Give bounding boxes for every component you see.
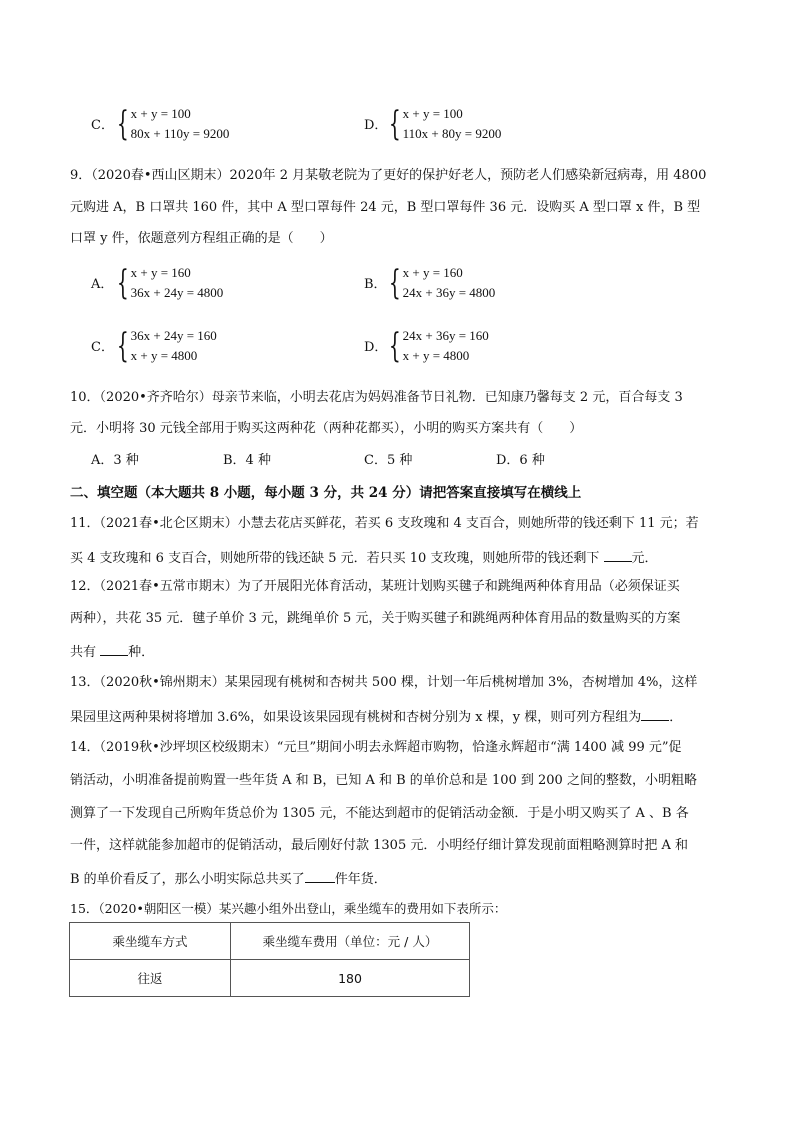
equation: 80x + 110y = 9200: [130, 126, 230, 141]
table-header-cell: 乘坐缆车费用（单位：元 / 人）: [231, 923, 470, 960]
table-row: [70, 960, 470, 997]
q10-text-line-1: 10．（2020•齐齐哈尔）母亲节来临，小明去花店为妈妈准备节日礼物．已知康乃馨每支 2 元，百合每支 3: [70, 390, 683, 405]
q8-option-d-system: [384, 104, 501, 144]
q11-text-line-1: 11．（2021春•北仑区期末）小慧去花店买鲜花，若买 6 支玫瑰和 4 支百合，则她所带的钱还剩下 11 元；若: [70, 516, 699, 531]
q14-text-line-4: 一件，这样就能参加超市的促销活动，最后刚好付款 1305 元．小明经仔细计算发现前面粗略测算时把 A 和: [70, 838, 689, 853]
q9-option-d-system: [384, 326, 489, 366]
q11-text-tail: 元．: [631, 551, 658, 566]
brace-icon: {: [116, 104, 129, 144]
equation: 24x + 36y = 160: [402, 328, 489, 343]
q10-option-d: D．6 种: [496, 453, 545, 468]
brace-icon: {: [116, 263, 129, 303]
answer-blank[interactable]: [100, 642, 128, 656]
table-header-cell: 乘坐缆车方式: [70, 923, 231, 960]
q10-option-a: A．3 种: [91, 453, 139, 468]
answer-blank[interactable]: [641, 707, 669, 721]
q9-option-a-label: A．: [91, 277, 114, 292]
q8-option-d-label: D．: [364, 118, 388, 133]
q14-text-line-1: 14．（2019秋•沙坪坝区校级期末）“元旦”期间小明去永辉超市购物，恰逢永辉超市“满 1400 减 99 元”促: [70, 740, 682, 755]
q9-option-c-system: [112, 326, 217, 366]
brace-icon: {: [388, 326, 401, 366]
q9-text-line-3: 口罩 y 件，依题意列方程组正确的是（ ）: [70, 231, 333, 246]
q9-option-c-label: C．: [91, 340, 114, 355]
q13-text-tail: ．: [669, 710, 683, 725]
q9-option-b-label: B．: [364, 277, 387, 292]
equation: x + y = 100: [402, 106, 463, 121]
q9-option-a-system: [112, 263, 223, 303]
table-header-row: [70, 923, 470, 960]
q10-text-line-2: 元．小明将 30 元钱全部用于购买这两种花（两种花都买），小明的购买方案共有（ ）: [70, 421, 583, 436]
table-cell: 180: [231, 960, 470, 997]
q11-text: 买 4 支玫瑰和 6 支百合，则她所带的钱还缺 5 元．若只买 10 支玫瑰，则她所带的钱还剩下: [70, 551, 604, 566]
equation: 110x + 80y = 9200: [402, 126, 502, 141]
q14-text: B 的单价看反了，那么小明实际总共买了: [70, 872, 305, 887]
equation: x + y = 100: [130, 106, 191, 121]
q13-text: 果园里这两种果树将增加 3.6%，如果设该果园现有桃树和杏树分别为 x 棵，y 棵，则可列方程组为: [70, 710, 642, 725]
q13-text-line-1: 13．（2020秋•锦州期末）某果园现有桃树和杏树共 500 棵，计划一年后桃树增加 3%，杏树增加 4%，这样: [70, 675, 698, 690]
equation: x + y = 4800: [402, 348, 470, 363]
answer-blank[interactable]: [305, 869, 335, 883]
q12-text-line-3: [70, 642, 730, 661]
equation: 36x + 24y = 4800: [130, 285, 224, 300]
equation: x + y = 160: [130, 265, 191, 280]
q12-text-tail: 种．: [128, 645, 155, 660]
q8-option-c-label: C．: [91, 118, 114, 133]
q13-text-line-2: [70, 707, 730, 726]
q12-text-line-2: 两种），共花 35 元．毽子单价 3 元，跳绳单价 5 元，关于购买毽子和跳绳两种体育用品的数量购买的方案: [70, 611, 681, 626]
q14-text-tail: 件年货．: [334, 872, 387, 887]
answer-blank[interactable]: [604, 548, 632, 562]
equation: 24x + 36y = 4800: [402, 285, 496, 300]
q12-text-line-1: 12．（2021春•五常市期末）为了开展阳光体育活动，某班计划购买毽子和跳绳两种体育用品（必须保证买: [70, 579, 680, 594]
brace-icon: {: [388, 263, 401, 303]
section-title: 二、填空题（本大题共 8 小题，每小题 3 分，共 24 分）请把答案直接填写在横线上: [70, 485, 582, 501]
equation: x + y = 160: [402, 265, 463, 280]
q9-text-line-1: 9．（2020春•西山区期末）2020年 2 月某敬老院为了更好的保护好老人，预防老人们感染新冠病毒，用 4800: [70, 168, 707, 183]
q12-text: 共有: [70, 645, 101, 660]
q10-option-c: C．5 种: [364, 453, 413, 468]
brace-icon: {: [388, 104, 401, 144]
q9-text-line-2: 元购进 A，B 口罩共 160 件，其中 A 型口罩每件 24 元，B 型口罩每件 36 元．设购买 A 型口罩 x 件，B 型: [70, 200, 701, 215]
q14-text-line-5: [70, 869, 730, 888]
q9-option-d-label: D．: [364, 340, 388, 355]
equation: x + y = 4800: [130, 348, 198, 363]
q14-text-line-2: 销活动，小明准备提前购置一些年货 A 和 B，已知 A 和 B 的单价总和是 100 到 200 之间的整数，小明粗略: [70, 773, 697, 788]
q15-text-line-1: 15．（2020•朝阳区一模）某兴趣小组外出登山，乘坐缆车的费用如下表所示：: [70, 901, 507, 916]
brace-icon: {: [116, 326, 129, 366]
q9-option-b-system: [384, 263, 495, 303]
q11-text-line-2: [70, 548, 730, 567]
q10-option-b: B．4 种: [223, 453, 271, 468]
table-cell: 往返: [70, 960, 231, 997]
fare-table: [69, 922, 470, 997]
equation: 36x + 24y = 160: [130, 328, 217, 343]
q8-option-c-system: [112, 104, 229, 144]
q14-text-line-3: 测算了一下发现自己所购年货总价为 1305 元，不能达到超市的促销活动金额．于是小明又购买了 A 、B 各: [70, 806, 689, 821]
